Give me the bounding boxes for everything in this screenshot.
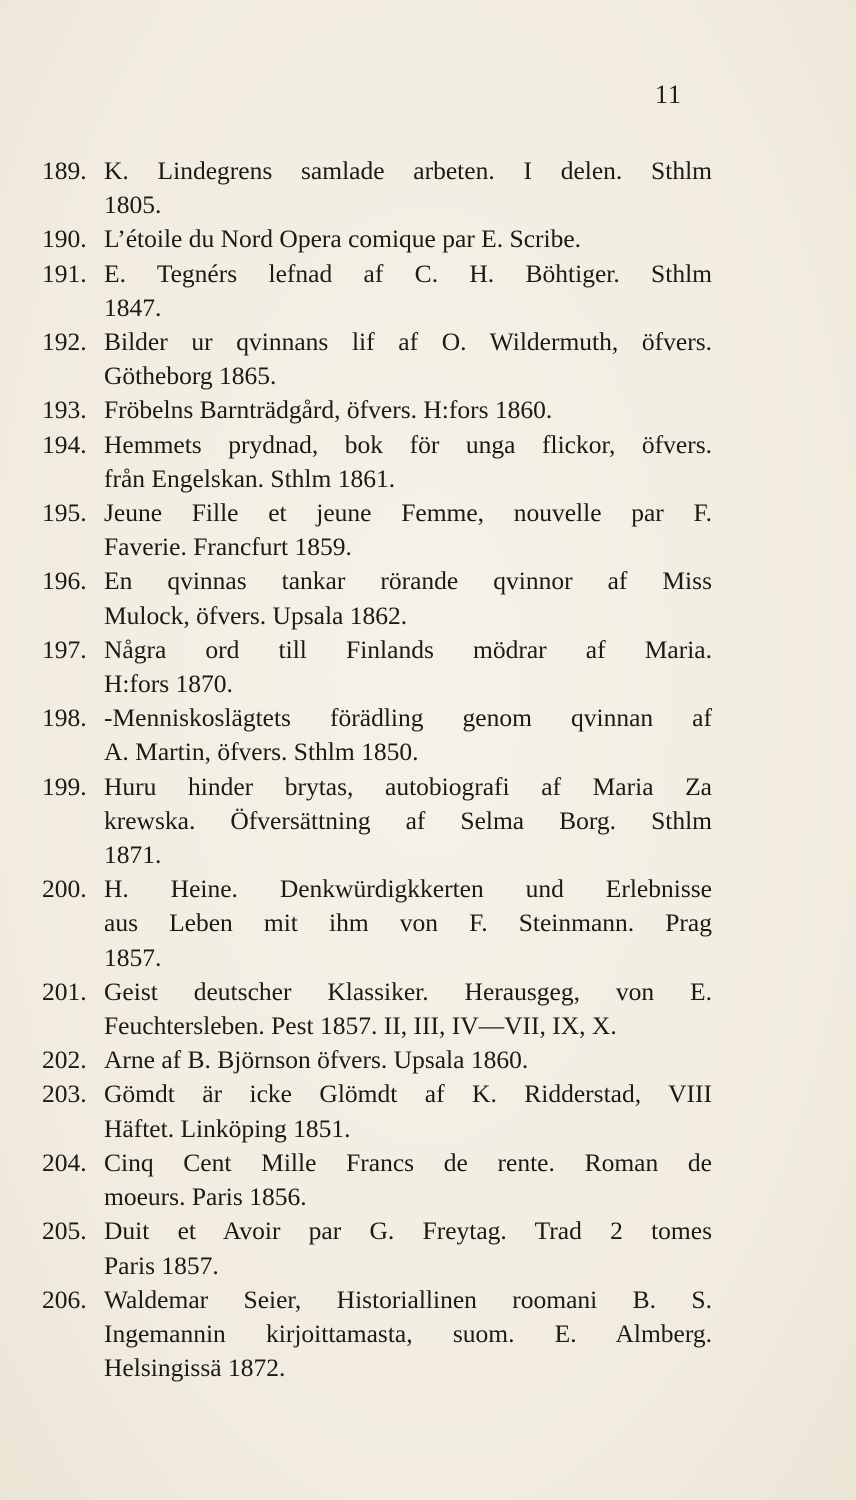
catalogue-entry	[42, 975, 712, 1043]
entry-text-line: Duit et Avoir par G. Freytag. Trad 2 tomes	[104, 1216, 712, 1246]
entry-text-line: 1847.	[104, 292, 162, 322]
entry-text-line: Fröbelns Barnträdgård, öfvers. H:fors 1860.	[104, 395, 553, 425]
entry-number: 190.	[42, 224, 87, 254]
catalogue-entry	[42, 1043, 712, 1077]
entry-number: 195.	[42, 498, 87, 528]
entry-number: 203.	[42, 1079, 87, 1109]
entry-text-line: 1871.	[104, 840, 162, 870]
catalogue-entry	[42, 1077, 712, 1145]
entry-text-line: H:fors 1870.	[104, 669, 233, 699]
entry-number: 197.	[42, 634, 87, 664]
entry-number: 192.	[42, 327, 87, 357]
entry-text-line: Gömdt är icke Glömdt af K. Ridderstad, VIII	[104, 1079, 712, 1109]
entry-number: 201.	[42, 976, 87, 1006]
catalogue-entry	[42, 770, 712, 873]
entry-text-line: -Menniskoslägtets förädling genom qvinnan af	[104, 703, 712, 733]
entry-number: 193.	[42, 395, 87, 425]
catalogue-entry	[42, 257, 712, 325]
entry-text-line: Ingemannin kirjoittamasta, suom. E. Almberg.	[104, 1318, 712, 1348]
entry-text-line: Waldemar Seier, Historiallinen roomani B. S.	[104, 1284, 712, 1314]
entry-text-line: från Engelskan. Sthlm 1861.	[104, 463, 396, 493]
catalogue-entry	[42, 496, 712, 564]
entry-text-line: Götheborg 1865.	[104, 361, 277, 391]
entry-text-line: Paris 1857.	[104, 1250, 219, 1280]
catalogue-entry	[42, 633, 712, 701]
entry-text-line: Helsingissä 1872.	[104, 1353, 286, 1383]
catalogue-entry	[42, 872, 712, 975]
entry-number: 191.	[42, 258, 87, 288]
entry-number: 198.	[42, 703, 87, 733]
entry-text-line: krewska. Öfversättning af Selma Borg. Sthlm	[104, 805, 712, 835]
entry-number: 205.	[42, 1216, 87, 1246]
entry-text-line: Jeune Fille et jeune Femme, nouvelle par F.	[104, 498, 712, 528]
catalogue-entry	[42, 1283, 712, 1386]
entry-text-line: Arne af B. Björnson öfvers. Upsala 1860.	[104, 1045, 529, 1075]
entry-text-line: L’étoile du Nord Opera comique par E. Scribe.	[104, 224, 582, 254]
entry-number: 189.	[42, 156, 87, 185]
catalogue-entry	[42, 222, 712, 256]
entry-number: 202.	[42, 1045, 87, 1075]
entry-text-line: Huru hinder brytas, autobiografi af Maria Za	[104, 771, 712, 801]
entry-text-line: Hemmets prydnad, bok för unga flickor, öfvers.	[104, 429, 712, 459]
entry-text-line: Feuchtersleben. Pest 1857. II, III, IV—VII, IX, X.	[104, 1011, 617, 1041]
entry-number: 200.	[42, 874, 87, 904]
entry-text-line: 1805.	[104, 190, 162, 220]
entry-text-line: E. Tegnérs lefnad af C. H. Böhtiger. Sthlm	[104, 258, 712, 288]
catalogue-entry	[42, 701, 712, 769]
entry-text-line: Mulock, öfvers. Upsala 1862.	[104, 600, 408, 630]
catalogue-entry-list	[42, 154, 712, 1385]
entry-text-line: H. Heine. Denkwürdigkkerten und Erlebnisse	[104, 874, 712, 904]
entry-text-line: Häftet. Linköping 1851.	[104, 1113, 351, 1143]
entry-text-line: moeurs. Paris 1856.	[104, 1182, 307, 1212]
entry-number: 194.	[42, 429, 87, 459]
entry-text-line: Faverie. Francfurt 1859.	[104, 532, 352, 562]
entry-text-line: A. Martin, öfvers. Sthlm 1850.	[104, 737, 419, 767]
entry-number: 206.	[42, 1284, 87, 1314]
entry-text-line: Bilder ur qvinnans lif af O. Wildermuth, öfvers.	[104, 327, 712, 357]
entry-text-line: K. Lindegrens samlade arbeten. I delen. Sthlm	[104, 156, 712, 185]
catalogue-entry	[42, 393, 712, 427]
catalogue-entry	[42, 154, 712, 222]
page-number: 11	[654, 80, 682, 109]
entry-text-line: Cinq Cent Mille Francs de rente. Roman de	[104, 1147, 712, 1177]
entry-number: 196.	[42, 566, 87, 596]
entry-text-line: aus Leben mit ihm von F. Steinmann. Prag	[104, 908, 712, 938]
entry-text-line: 1857.	[104, 942, 162, 972]
catalogue-entry	[42, 564, 712, 632]
catalogue-entry	[42, 428, 712, 496]
catalogue-entry	[42, 1146, 712, 1214]
entry-number: 204.	[42, 1147, 87, 1177]
entry-number: 199.	[42, 771, 87, 801]
entry-text-line: Några ord till Finlands mödrar af Maria.	[104, 634, 712, 664]
catalogue-entry	[42, 325, 712, 393]
entry-text-line: En qvinnas tankar rörande qvinnor af Miss	[104, 566, 712, 596]
entry-text-line: Geist deutscher Klassiker. Herausgeg, von E.	[104, 976, 712, 1006]
catalogue-entry	[42, 1214, 712, 1282]
